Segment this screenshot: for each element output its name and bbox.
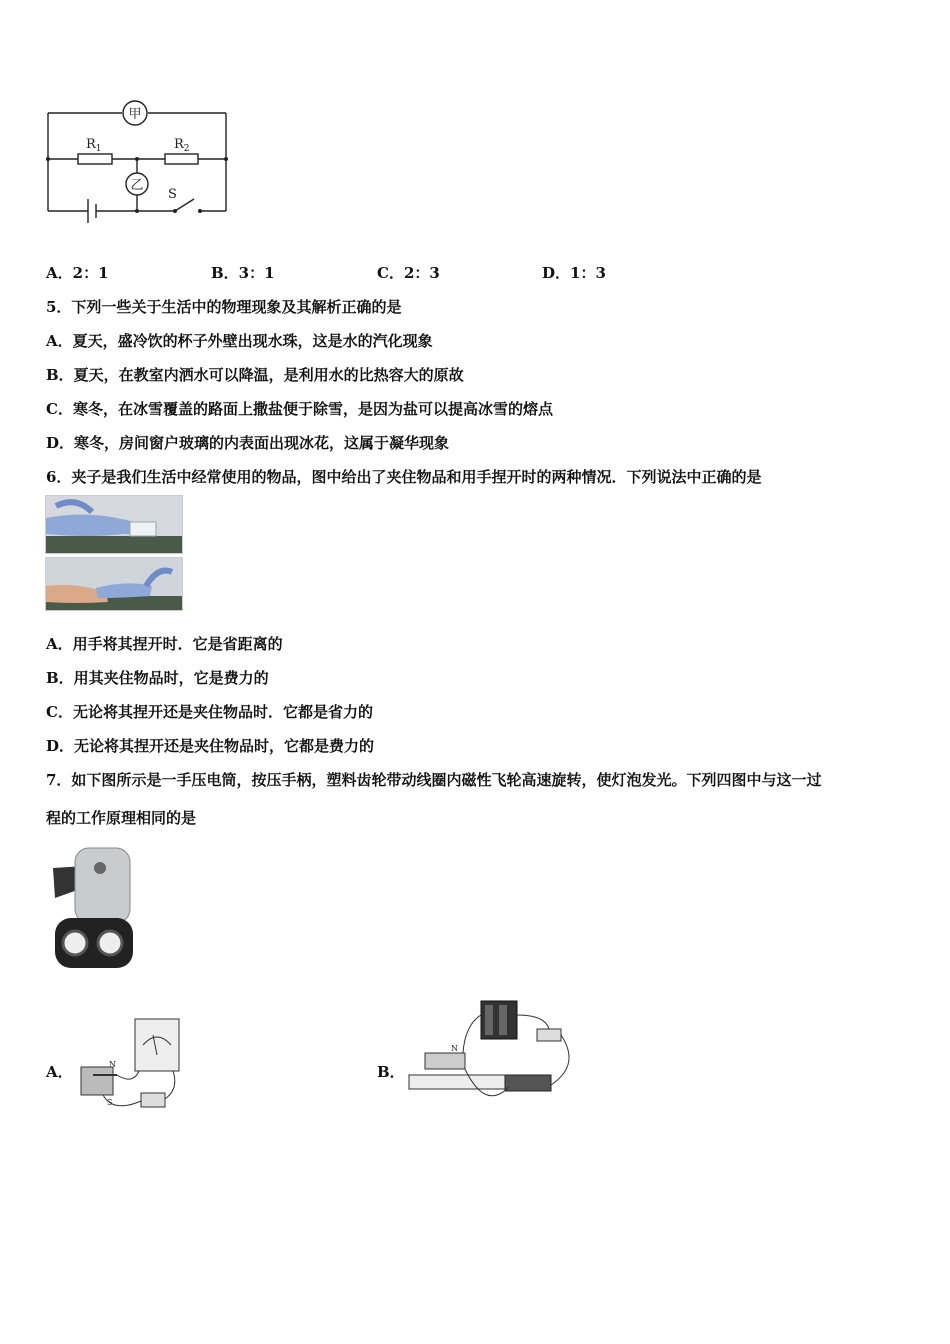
q5-option-d[interactable]: D．寒冬，房间窗户玻璃的内表面出现冰花，这属于凝华现象 bbox=[46, 434, 450, 452]
q5-option-a[interactable]: A．夏天，盛冷饮的杯子外壁出现水珠，这是水的汽化现象 bbox=[46, 332, 433, 350]
q5-stem: 5．下列一些关于生活中的物理现象及其解析正确的是 bbox=[46, 298, 402, 316]
q7-stem-line1: 7．如下图所示是一手压电筒，按压手柄，塑料齿轮带动线圈内磁性飞轮高速旋转，使灯泡发光。下列四图中与这一过 bbox=[46, 771, 822, 789]
svg-text:N: N bbox=[109, 1060, 116, 1069]
svg-text:S: S bbox=[107, 1098, 113, 1107]
q7-option-b-figure bbox=[405, 995, 582, 1118]
clip-squeezing-photo bbox=[45, 557, 183, 611]
q7-option-a-figure bbox=[73, 1015, 183, 1119]
q6-option-d[interactable]: D．无论将其捏开还是夹住物品时，它都是费力的 bbox=[46, 737, 375, 755]
svg-text:乙: 乙 bbox=[130, 178, 144, 193]
resistor-r1 bbox=[78, 137, 112, 164]
q6-option-a[interactable]: A．用手将其捏开时．它是省距离的 bbox=[46, 635, 283, 653]
clip-holding-photo bbox=[45, 495, 183, 554]
q4-option-c[interactable]: C．2：3 bbox=[377, 264, 440, 282]
q6-option-b[interactable]: B．用其夹住物品时，它是费力的 bbox=[46, 669, 269, 687]
q5-option-c[interactable]: C．寒冬，在冰雪覆盖的路面上撒盐便于除雪，是因为盐可以提高冰雪的熔点 bbox=[46, 400, 553, 418]
q6-option-c[interactable]: C．无论将其捏开还是夹住物品时．它都是省力的 bbox=[46, 703, 373, 721]
resistor-r2 bbox=[165, 137, 198, 164]
q5-option-b[interactable]: B．夏天，在教室内洒水可以降温，是利用水的比热容大的原故 bbox=[46, 366, 464, 384]
svg-text:甲: 甲 bbox=[128, 107, 142, 122]
meter-jia bbox=[123, 101, 147, 125]
meter-yi bbox=[126, 173, 148, 195]
q6-stem: 6．夹子是我们生活中经常使用的物品，图中给出了夹住物品和用手捏开时的两种情况．下列说法中正确的是 bbox=[46, 468, 762, 486]
q4-option-d[interactable]: D．1：3 bbox=[542, 264, 606, 282]
switch-label: S bbox=[168, 187, 177, 202]
q4-option-b[interactable]: B．3：1 bbox=[211, 264, 275, 282]
q7-option-b-label[interactable]: B． bbox=[377, 1063, 405, 1081]
q7-stem-line2: 程的工作原理相同的是 bbox=[46, 809, 197, 827]
q4-option-a[interactable]: A．2：1 bbox=[46, 264, 109, 282]
q7-option-a-label[interactable]: A． bbox=[46, 1063, 73, 1081]
circuit-diagram bbox=[40, 95, 240, 225]
svg-text:R1: $R_1$ bbox=[86, 137, 102, 154]
hand-press-flashlight-photo bbox=[45, 838, 140, 971]
svg-text:N: N bbox=[451, 1044, 458, 1053]
svg-text:R2: $R_2$ bbox=[174, 137, 190, 154]
